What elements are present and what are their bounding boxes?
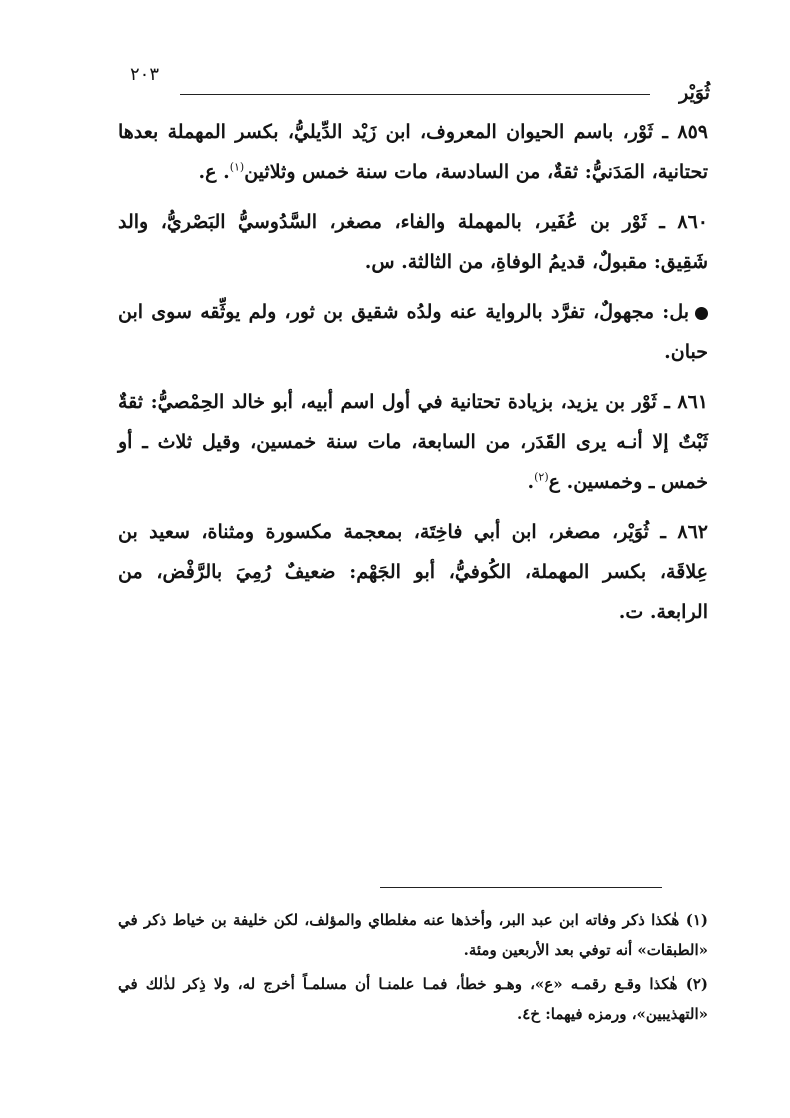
entry-862 — [118, 512, 708, 632]
footnote-1 — [118, 905, 708, 965]
entry-text: ٨٥٩ ـ ثَوْر، باسم الحيوان المعروف، ابن زَيْد الدِّيليُّ، بكسر المهملة بعدها تحتانية، المَدَنيُّ: ثقةٌ، من السادسة، مات سنة خمس وثلاثين — [118, 121, 708, 183]
entry-tail: . — [527, 471, 535, 493]
page-number: ٢٠٣ — [130, 64, 160, 85]
entry-text: ٨٦٠ ـ ثَوْر بن عُفَير، بالمهملة والفاء، مصغر، السَّدُوسيُّ البَصْريُّ، والد شَقِيق: مقبولٌ، قديمُ الوفاةِ، من الثالثة. س. — [118, 211, 708, 273]
header-title: ثُوَيْر — [679, 82, 710, 104]
entry-860 — [118, 202, 708, 282]
entry-text: بل: مجهولٌ، تفرَّد بالرواية عنه ولدُه شقيق بن ثور، ولم يوثِّقه سوى ابن حبان. — [118, 301, 708, 363]
footnote-mark: (١) — [229, 160, 245, 174]
footnotes — [118, 905, 708, 1033]
footnote-mark: (٢) — [534, 470, 549, 484]
footnote-number: (٢) — [685, 975, 708, 993]
entry-861 — [118, 382, 708, 502]
entry-text: ٨٦٢ ـ ثُوَيْر، مصغر، ابن أبي فاخِتَة، بمعجمة مكسورة ومثناة، سعيد بن عِلاقَة، بكسر المهملة، الكُوفيُّ، أبو الجَهْم: ضعيفٌ رُمِيَ بالرَّفْض، من الرابعة. ت. — [118, 521, 708, 623]
footnote-text: هٰكذا ذكر وفاته ابن عبد البر، وأخذها عنه مغلطاي والمؤلف، لكن خليفة بن خياط ذكر في «الطبقات» أنه توفي بعد الأربعين ومئة. — [118, 911, 708, 959]
footnote-text: هٰكذا وقـع رقمـه «ع»، وهـو خطأ، فمـا علمنـا أن مسلمـاً أخرج له، ولا ذِكر لذٰلك في «التهذيبين»، ورمزه فيهما: خ٤. — [118, 975, 708, 1023]
bullet-icon — [695, 307, 708, 320]
running-header — [130, 64, 710, 104]
footnote-2 — [118, 969, 708, 1029]
footnote-number: (١) — [685, 911, 708, 929]
entry-tail: . ع. — [198, 161, 230, 183]
footnote-rule — [380, 887, 662, 888]
entry-text: ٨٦١ ـ ثَوْر بن يزيد، بزيادة تحتانية في أول اسم أبيه، أبو خالد الحِمْصيُّ: ثقةٌ ثَبْتٌ إلا أنـه يرى القَدَر، من السابعة، مات سنة خمسين، وقيل ثلاث ـ أو خمس ـ وخمسين. ع — [118, 391, 708, 493]
main-text — [118, 112, 708, 642]
header-rule — [180, 94, 650, 95]
editor-note — [118, 292, 708, 372]
entry-859 — [118, 112, 708, 192]
